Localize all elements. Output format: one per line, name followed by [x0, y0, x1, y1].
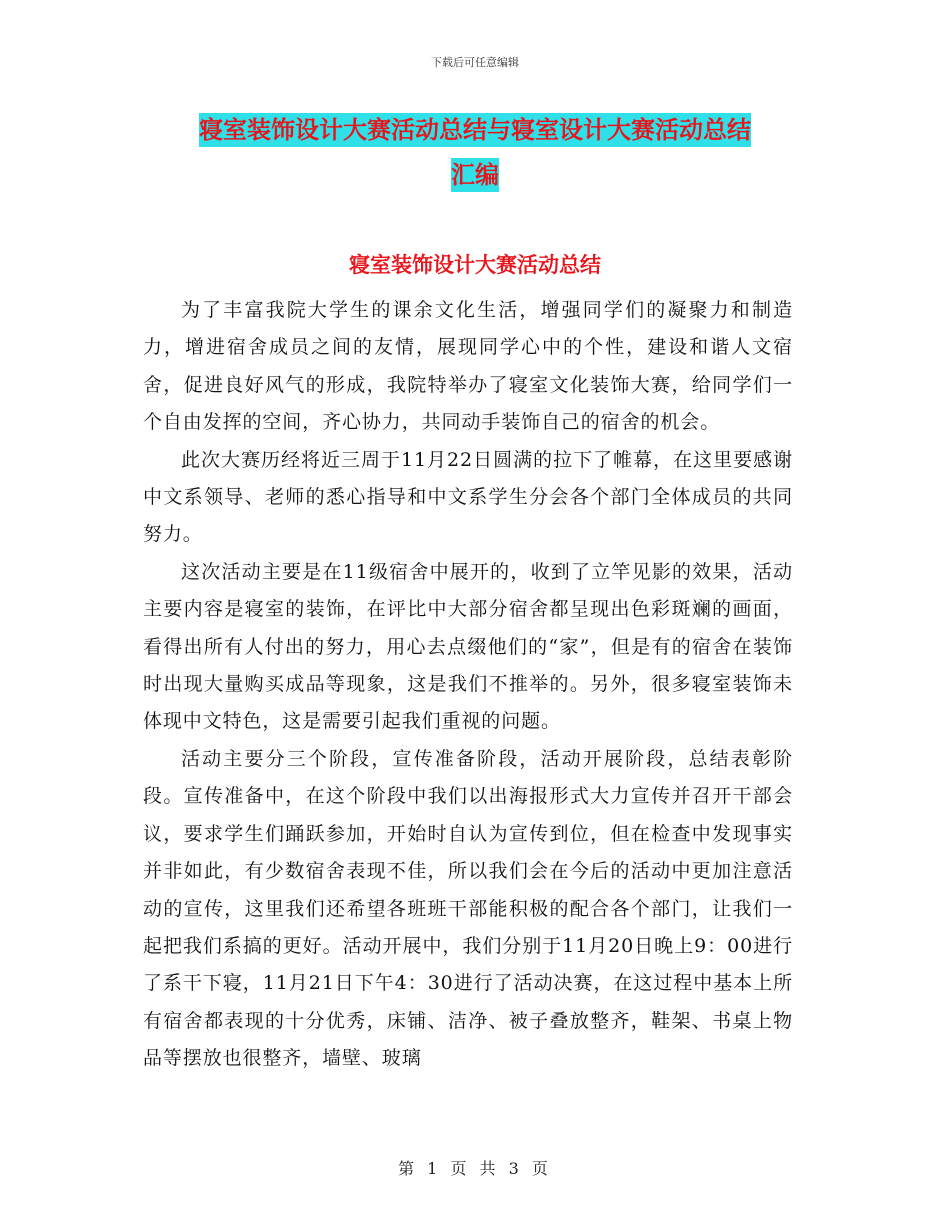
- page-number-footer: 第 1 页 共 3 页: [398, 1159, 552, 1178]
- document-title-line-2: 汇编: [451, 158, 499, 192]
- header-note: 下载后可任意编辑: [431, 56, 519, 69]
- section-title: 寝室装饰设计大赛活动总结: [349, 253, 601, 277]
- body-content: [143, 292, 793, 1078]
- paragraph-3: 这次活动主要是在11级宿舍中展开的，收到了立竿见影的效果，活动主要内容是寝室的装饰，在评比中大部分宿舍都呈现出色彩斑斓的画面，看得出所有人付出的努力，用心去点缀他们的“家”，但是有的宿舍在装饰时出现大量购买成品等现象，这是我们不推举的。另外，很多寝室装饰未体现中文特色，这是需要引起我们重视的问题。: [143, 560, 793, 733]
- document-title-line-1: 寝室装饰设计大赛活动总结与寝室设计大赛活动总结: [199, 113, 751, 147]
- document-title: [140, 108, 810, 198]
- paragraph-2: 此次大赛历经将近三周于11月22日圆满的拉下了帷幕，在这里要感谢中文系领导、老师的悉心指导和中文系学生分会各个部门全体成员的共同努力。: [143, 448, 793, 546]
- paragraph-1: 为了丰富我院大学生的课余文化生活，增强同学们的凝聚力和制造力，增进宿舍成员之间的友情，展现同学心中的个性，建设和谐人文宿舍，促进良好风气的形成，我院特举办了寝室文化装饰大赛，给同学们一个自由发挥的空间，齐心协力，共同动手装饰自己的宿舍的机会。: [143, 299, 793, 434]
- paragraph-4: 活动主要分三个阶段，宣传准备阶段，活动开展阶段，总结表彰阶段。宣传准备中，在这个阶段中我们以出海报形式大力宣传并召开干部会议，要求学生们踊跃参加，开始时自认为宣传到位，但在检查中发现事实并非如此，有少数宿舍表现不佳，所以我们会在今后的活动中更加注意活动的宣传，这里我们还希望各班班干部能积极的配合各个部门，让我们一起把我们系搞的更好。活动开展中，我们分别于11月20日晚上9：00进行了系干下寝，11月21日下午4：30进行了活动决赛，在这过程中基本上所有宿舍都表现的十分优秀，床铺、洁净、被子叠放整齐，鞋架、书桌上物品等摆放也很整齐，墙壁、玻璃: [143, 747, 793, 1070]
